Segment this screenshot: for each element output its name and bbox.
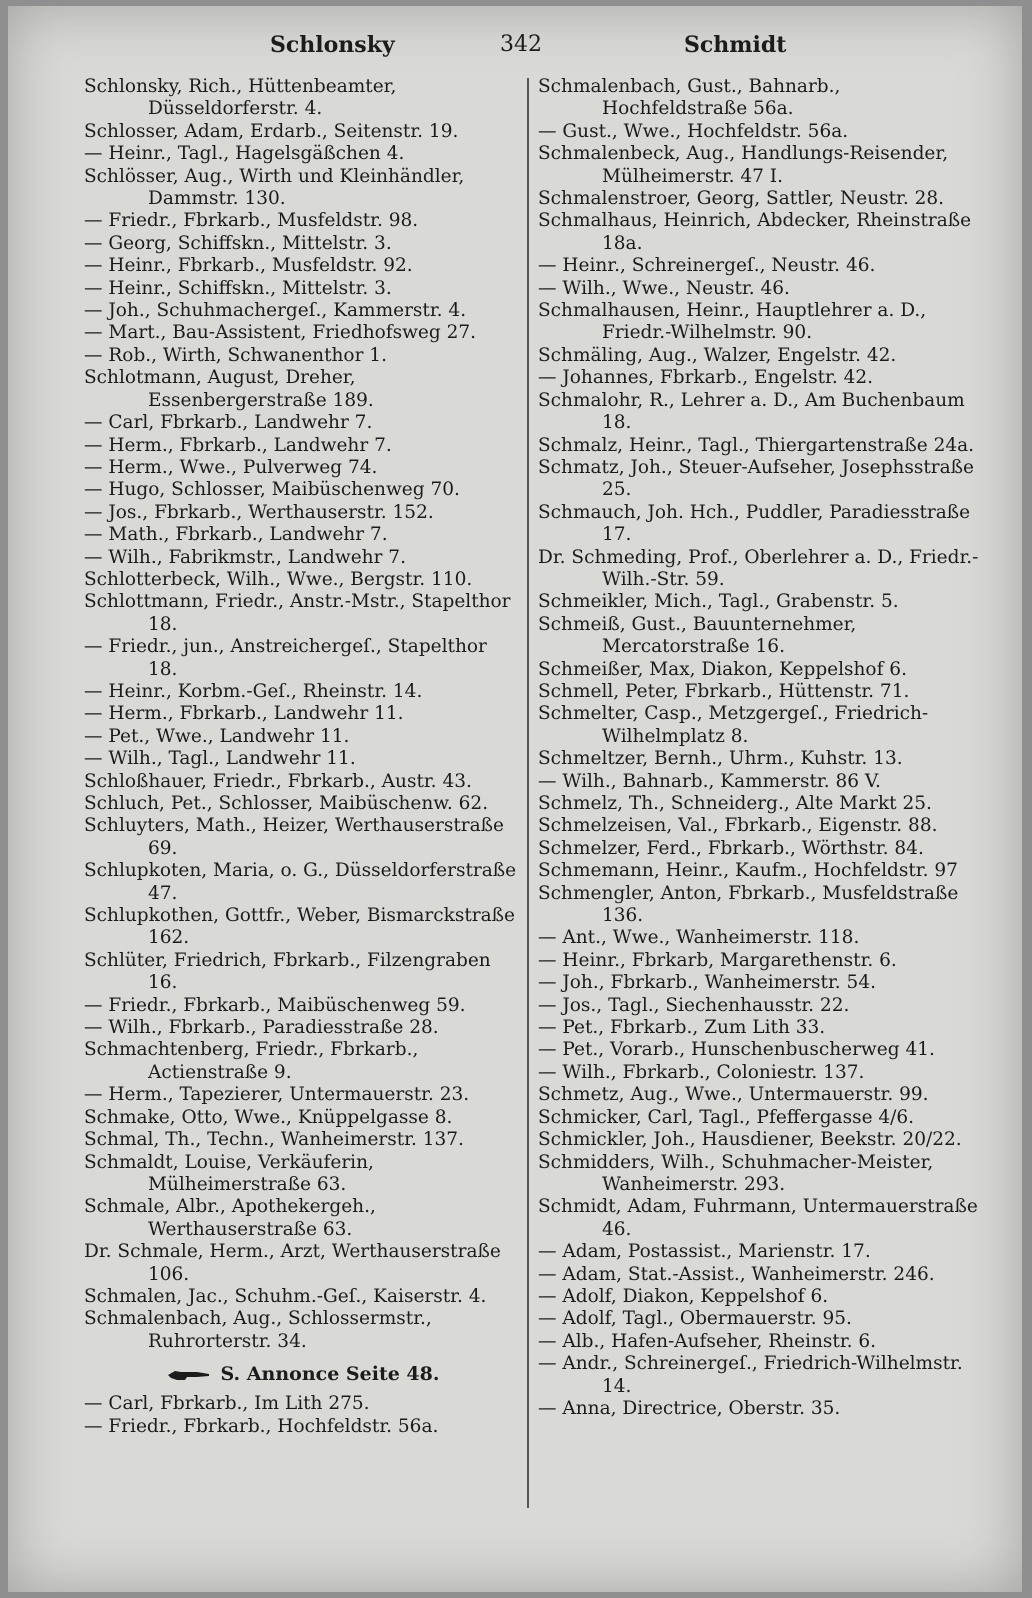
directory-entry: Schmalhaus, Heinrich, Abdecker, Rheinstraße 18a. <box>538 210 972 254</box>
directory-entry: Schmake, Otto, Wwe., Knüppelgasse 8. <box>84 1106 453 1128</box>
directory-entry: Schmickler, Joh., Hausdiener, Beekstr. 20/22. <box>538 1129 962 1151</box>
directory-entry: — Wilh., Wwe., Neustr. 46. <box>538 277 790 299</box>
directory-entry: Schmale, Albr., Apothekergeh., Werthauserstraße 63. <box>84 1196 376 1240</box>
directory-entry: — Heinr., Schiffskn., Mittelstr. 3. <box>84 277 392 299</box>
directory-entry: Schmell, Peter, Fbrkarb., Hüttenstr. 71. <box>538 680 910 702</box>
directory-entry: — Jos., Tagl., Siechenhausstr. 22. <box>538 994 850 1016</box>
directory-entry: Schmidders, Wilh., Schuhmacher-Meister, Wanheimerstr. 293. <box>538 1151 934 1195</box>
directory-entry: — Friedr., Fbrkarb., Musfeldstr. 98. <box>84 210 419 232</box>
directory-entry: Schmidt, Adam, Fuhrmann, Untermauerstraße 46. <box>538 1196 978 1240</box>
directory-entry: — Heinr., Tagl., Hagelsgäßchen 4. <box>84 143 405 165</box>
directory-entry: Schlottmann, Friedr., Anstr.-Mstr., Stapelthor 18. <box>84 591 511 635</box>
directory-entry: — Adolf, Diakon, Keppelshof 6. <box>538 1285 829 1307</box>
annonce-text: S. Annonce Seite 48. <box>220 1363 440 1386</box>
directory-entry: Schloßhauer, Friedr., Fbrkarb., Austr. 43. <box>84 770 472 792</box>
left-column <box>84 76 522 1438</box>
directory-entry: Schmachtenberg, Friedr., Fbrkarb., Actienstraße 9. <box>84 1039 419 1083</box>
directory-entry: — Johannes, Fbrkarb., Engelstr. 42. <box>538 367 874 389</box>
directory-entry: — Ant., Wwe., Wanheimerstr. 118. <box>538 927 860 949</box>
directory-entry: — Pet., Fbrkarb., Zum Lith 33. <box>538 1017 826 1039</box>
directory-entry: — Friedr., jun., Anstreichergeſ., Stapelthor 18. <box>84 636 487 680</box>
directory-entry: Dr. Schmale, Herm., Arzt, Werthauserstraße 106. <box>84 1241 501 1285</box>
directory-entry: Schluch, Pet., Schlosser, Maibüschenw. 62. <box>84 793 489 814</box>
directory-entry: Schmelzer, Ferd., Fbrkarb., Wörthstr. 84. <box>538 837 924 859</box>
directory-entry: Schlotterbeck, Wilh., Wwe., Bergstr. 110. <box>84 568 473 590</box>
annonce-notice <box>84 1361 522 1387</box>
header-right-word: Schmidt <box>684 32 787 58</box>
directory-entry: Schlüter, Friedrich, Fbrkarb., Filzengraben 16. <box>84 949 491 994</box>
directory-entry: — Jos., Fbrkarb., Werthauserstr. 152. <box>84 501 434 523</box>
directory-entry: Schmeikler, Mich., Tagl., Grabenstr. 5. <box>538 591 899 613</box>
directory-entry: Schlosser, Adam, Erdarb., Seitenstr. 19. <box>84 120 459 142</box>
directory-entry: Schmatz, Joh., Steuer-Aufseher, Josephsstraße 25. <box>538 456 974 501</box>
directory-entry: — Pet., Wwe., Landwehr 11. <box>84 725 350 747</box>
directory-entry: — Georg, Schiffskn., Mittelstr. 3. <box>84 232 392 254</box>
page-number: 342 <box>500 32 542 57</box>
directory-entry: — Heinr., Fbrkarb, Margarethenstr. 6. <box>538 949 897 971</box>
directory-entry: — Math., Fbrkarb., Landwehr 7. <box>84 524 388 546</box>
directory-entry: — Herm., Tapezierer, Untermauerstr. 23. <box>84 1084 470 1106</box>
directory-entry: Schmelz, Th., Schneiderg., Alte Markt 25. <box>538 793 932 814</box>
directory-entry: Schmaldt, Louise, Verkäuferin, Mülheimerstraße 63. <box>84 1151 374 1195</box>
directory-entry: — Wilh., Fabrikmstr., Landwehr 7. <box>84 546 406 568</box>
directory-entry: — Adam, Stat.-Assist., Wanheimerstr. 246. <box>538 1263 935 1285</box>
header-left-word: Schlonsky <box>270 32 395 58</box>
directory-entry: — Carl, Fbrkarb., Landwehr 7. <box>84 412 373 434</box>
pointing-hand-icon <box>167 1368 211 1382</box>
directory-entry: Dr. Schmeding, Prof., Oberlehrer a. D., Friedr.-Wilh.-Str. 59. <box>538 546 979 590</box>
directory-entry: Schmalohr, R., Lehrer a. D., Am Buchenbaum 18. <box>538 389 965 434</box>
directory-entry: — Friedr., Fbrkarb., Maibüschenweg 59. <box>84 994 466 1016</box>
directory-entry: Schmalen, Jac., Schuhm.-Geſ., Kaiserstr. 4. <box>84 1285 487 1307</box>
directory-entry: Schlotmann, August, Dreher, Essenbergerstraße 189. <box>84 367 374 411</box>
directory-entry: Schmeiß, Gust., Bauunternehmer, Mercatorstraße 16. <box>538 613 857 658</box>
directory-entry: — Herm., Fbrkarb., Landwehr 7. <box>84 434 392 456</box>
directory-entry: — Wilh., Fbrkarb., Paradiesstraße 28. <box>84 1017 439 1039</box>
directory-entry: — Friedr., Fbrkarb., Hochfeldstr. 56a. <box>84 1415 439 1437</box>
directory-entry: — Hugo, Schlosser, Maibüschenweg 70. <box>84 479 460 501</box>
directory-entry: Schlonsky, Rich., Hüttenbeamter, Düsseldorferstr. 4. <box>84 76 397 120</box>
directory-entry: — Heinr., Korbm.-Geſ., Rheinstr. 14. <box>84 680 423 702</box>
directory-entry: Schmeißer, Max, Diakon, Keppelshof 6. <box>538 658 907 680</box>
directory-entry: Schmicker, Carl, Tagl., Pfeffergasse 4/6. <box>538 1106 915 1128</box>
directory-entry: Schmäling, Aug., Walzer, Engelstr. 42. <box>538 344 897 366</box>
right-column <box>538 76 990 1420</box>
directory-entry: Schluyters, Math., Heizer, Werthauserstraße 69. <box>84 815 504 859</box>
directory-entry: — Mart., Bau-Assistent, Friedhofsweg 27. <box>84 322 477 344</box>
directory-entry: Schmalenstroer, Georg, Sattler, Neustr. 28. <box>538 188 945 210</box>
directory-entry: Schmeltzer, Bernh., Uhrm., Kuhstr. 13. <box>538 748 903 770</box>
directory-entry: — Wilh., Tagl., Landwehr 11. <box>84 748 356 770</box>
directory-entry: — Andr., Schreinergeſ., Friedrich-Wilhelmstr. 14. <box>538 1353 963 1397</box>
directory-entry: — Alb., Hafen-Aufseher, Rheinstr. 6. <box>538 1330 877 1352</box>
directory-entry: — Herm., Wwe., Pulverweg 74. <box>84 456 378 478</box>
directory-entry: Schmalz, Heinr., Tagl., Thiergartenstraße 24a. <box>538 434 975 456</box>
directory-entry: — Joh., Fbrkarb., Wanheimerstr. 54. <box>538 972 876 994</box>
directory-entry: Schlupkoten, Maria, o. G., Düsseldorferstraße 47. <box>84 860 517 904</box>
directory-entry: — Gust., Wwe., Hochfeldstr. 56a. <box>538 120 849 142</box>
directory-entry: Schmalenbeck, Aug., Handlungs-Reisender, Mülheimerstr. 47 I. <box>538 143 949 187</box>
directory-entry: — Herm., Fbrkarb., Landwehr 11. <box>84 703 404 725</box>
directory-entry: Schmetz, Aug., Wwe., Untermauerstr. 99. <box>538 1084 929 1106</box>
directory-entry: Schmelter, Casp., Metzgergeſ., Friedrich-Wilhelmplatz 8. <box>538 703 929 747</box>
directory-entry: Schmemann, Heinr., Kaufm., Hochfeldstr. 97 <box>538 860 958 882</box>
directory-entry: Schmalenbach, Gust., Bahnarb., Hochfeldstraße 56a. <box>538 76 841 120</box>
directory-entry: — Joh., Schuhmachergeſ., Kammerstr. 4. <box>84 300 467 322</box>
directory-entry: Schmalenbach, Aug., Schlossermstr., Ruhrorterstr. 34. <box>84 1308 432 1352</box>
directory-entry: — Carl, Fbrkarb., Im Lith 275. <box>84 1393 370 1415</box>
directory-entry: — Wilh., Fbrkarb., Coloniestr. 137. <box>538 1061 865 1083</box>
directory-entry: Schmauch, Joh. Hch., Puddler, Paradiesstraße 17. <box>538 501 971 546</box>
directory-entry: — Adam, Postassist., Marienstr. 17. <box>538 1241 871 1263</box>
directory-entry: Schlupkothen, Gottfr., Weber, Bismarckstraße 162. <box>84 905 515 949</box>
directory-entry: — Heinr., Fbrkarb., Musfeldstr. 92. <box>84 255 413 277</box>
directory-entry: Schmal, Th., Techn., Wanheimerstr. 137. <box>84 1129 464 1151</box>
directory-entry: — Wilh., Bahnarb., Kammerstr. 86 V. <box>538 770 881 792</box>
directory-entry: Schmalhausen, Heinr., Hauptlehrer a. D., Friedr.-Wilhelmstr. 90. <box>538 300 927 344</box>
directory-page <box>8 6 1022 1592</box>
directory-entry: — Adolf, Tagl., Obermauerstr. 95. <box>538 1308 852 1330</box>
directory-entry: — Pet., Vorarb., Hunschenbuscherweg 41. <box>538 1039 935 1061</box>
directory-entry: Schmengler, Anton, Fbrkarb., Musfeldstraße 136. <box>538 882 959 927</box>
column-divider <box>527 78 529 1508</box>
directory-entry: Schlösser, Aug., Wirth und Kleinhändler, Dammstr. 130. <box>84 165 465 210</box>
directory-entry: — Anna, Directrice, Oberstr. 35. <box>538 1397 841 1419</box>
page-header <box>8 24 1022 64</box>
directory-entry: — Heinr., Schreinergeſ., Neustr. 46. <box>538 255 876 277</box>
directory-entry: — Rob., Wirth, Schwanenthor 1. <box>84 344 387 366</box>
directory-entry: Schmelzeisen, Val., Fbrkarb., Eigenstr. 88. <box>538 815 938 837</box>
